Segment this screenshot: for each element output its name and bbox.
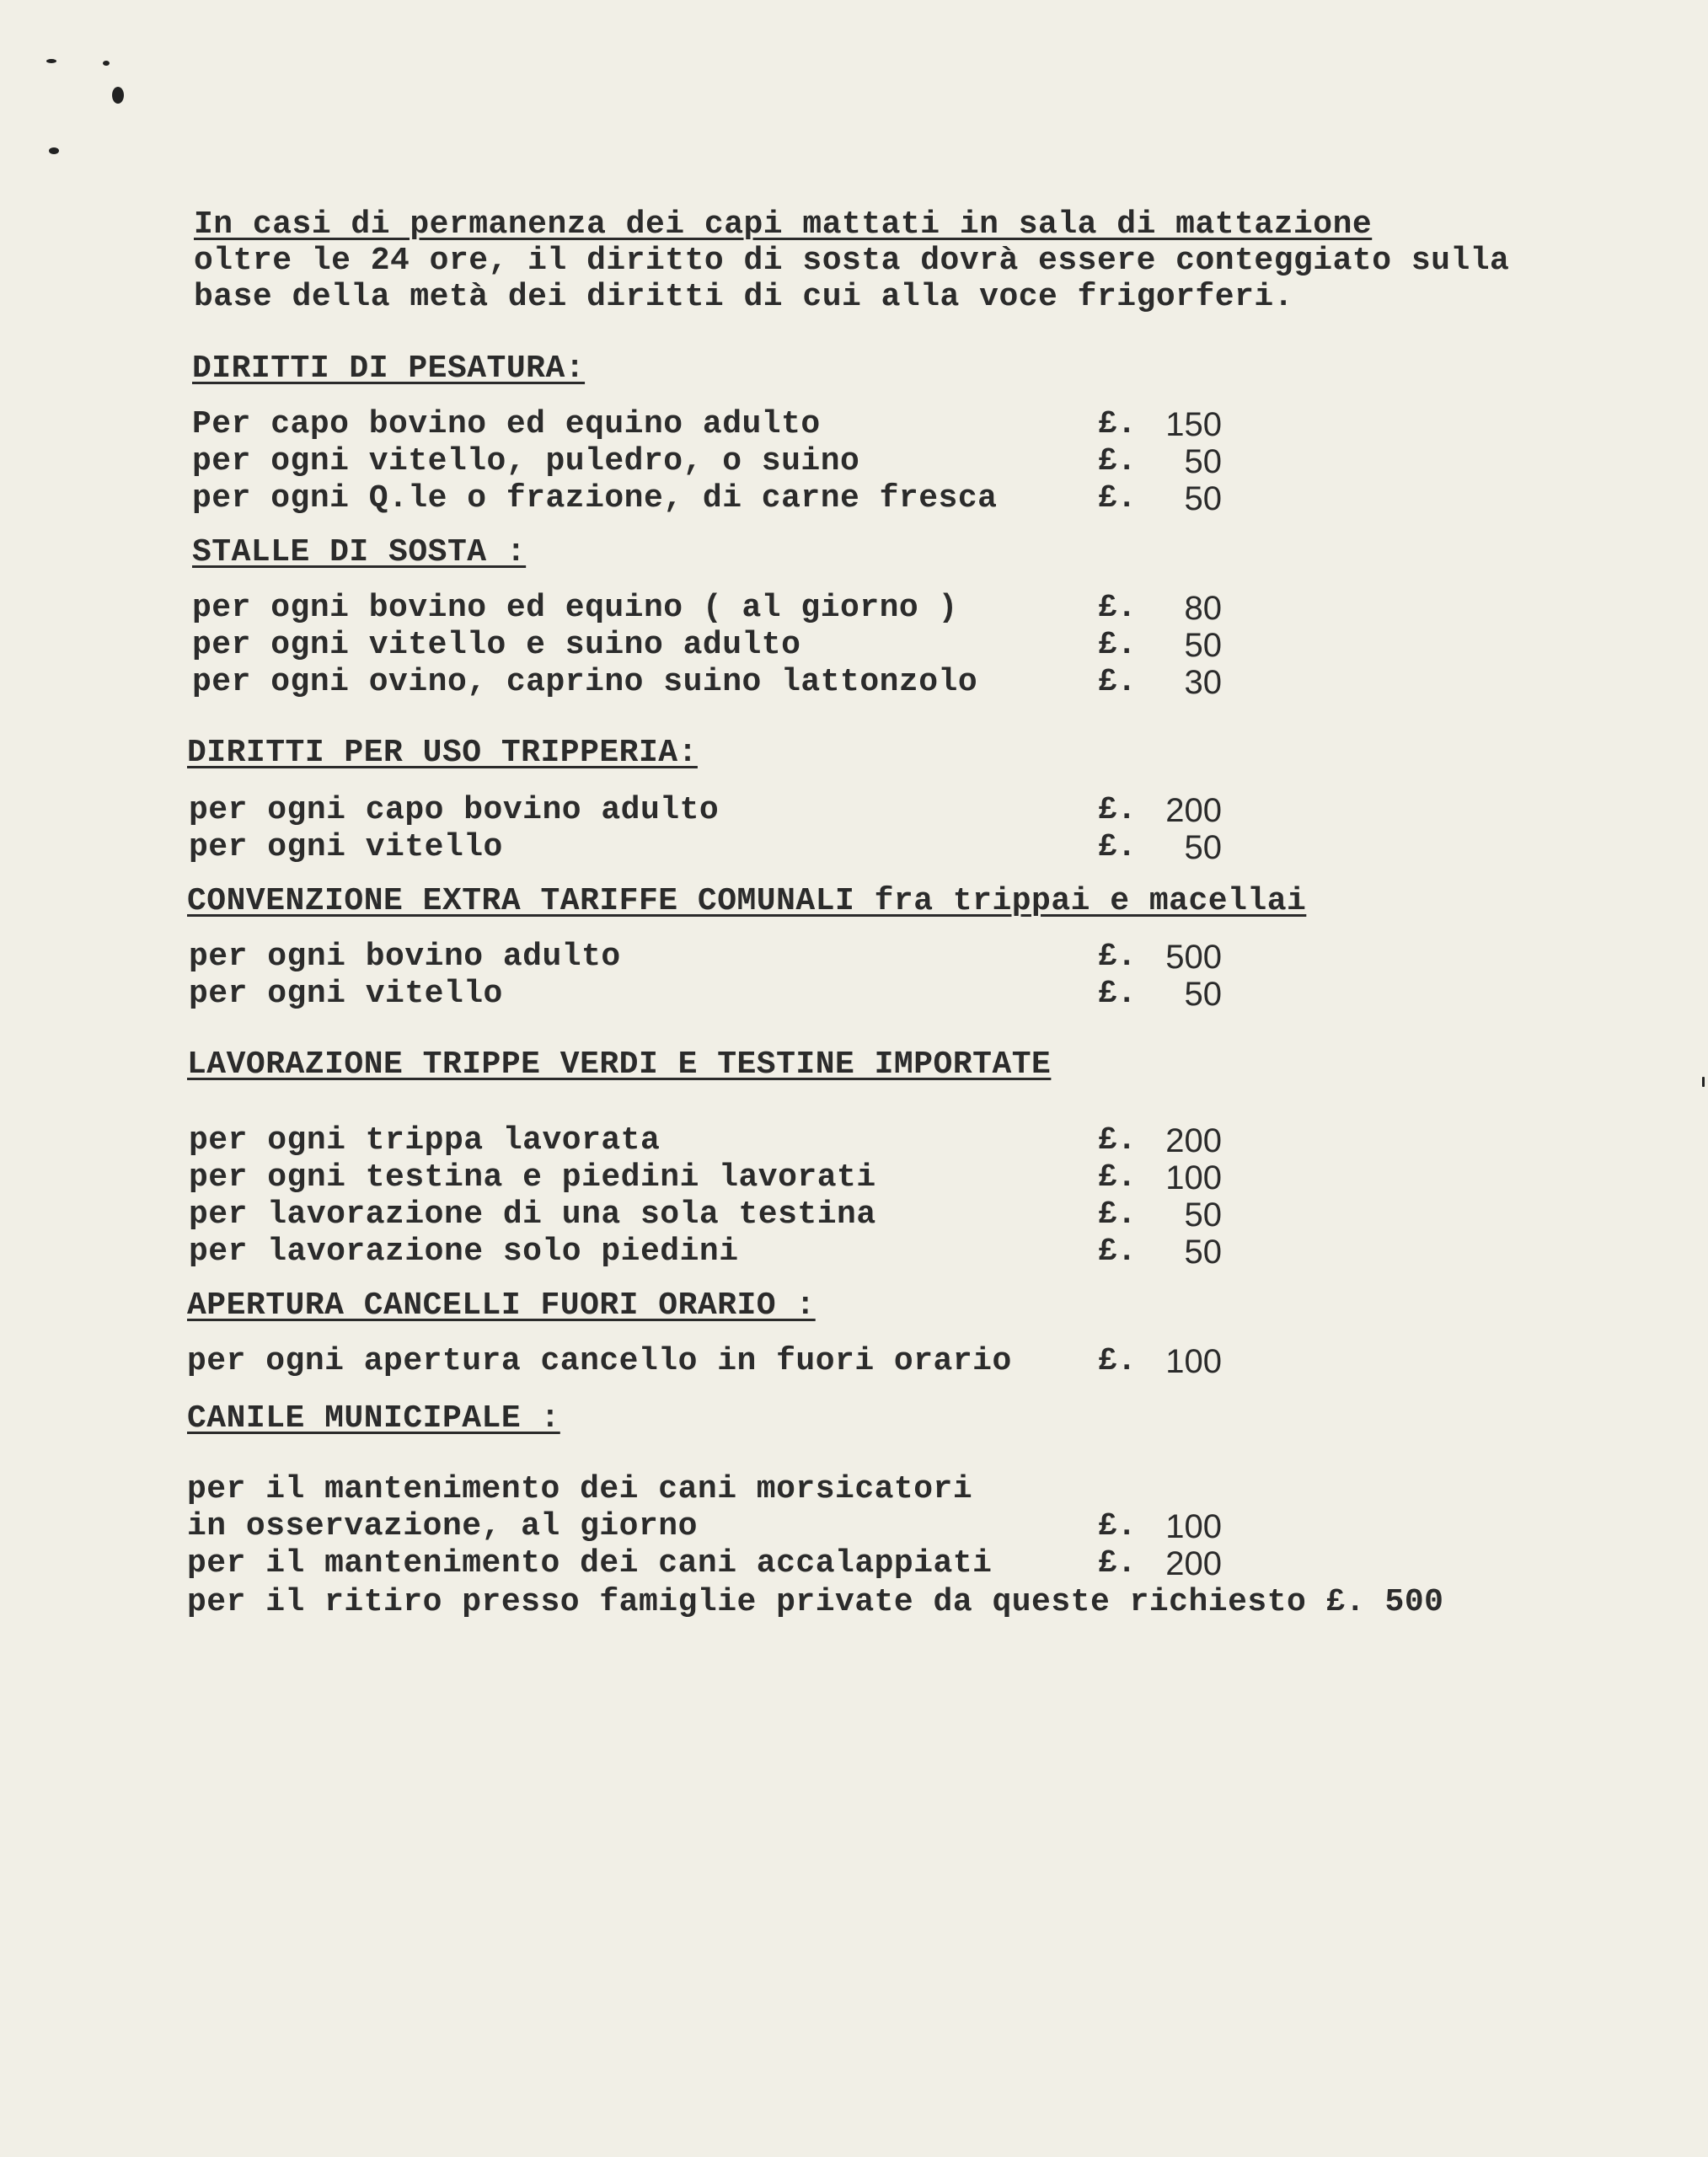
row-label: per il mantenimento dei cani accalappiati [187,1545,993,1582]
ink-speck [1702,1077,1705,1087]
section-title-canile: CANILE MUNICIPALE : [187,1400,560,1437]
ink-speck [46,59,56,63]
row-currency: £. [1098,1196,1137,1233]
row-currency: £. [1098,664,1137,700]
row-amount: 80 [1184,590,1222,627]
row-label: Per capo bovino ed equino adulto [192,406,821,442]
intro-line-3: base della metà dei diritti di cui alla voce frigorferi. [194,279,1294,315]
row-amount: 50 [1184,480,1222,517]
row-currency: £. [1098,829,1137,865]
row-label: per ogni Q.le o frazione, di carne fresca [192,480,998,517]
row-currency: £. [1098,1159,1137,1196]
intro-line-1: In casi di permanenza dei capi mattati in sala di mattazione [194,206,1373,243]
row-label: per ogni vitello [189,976,503,1012]
row-amount: 30 [1184,664,1222,701]
row-label: in osservazione, al giorno [187,1508,698,1544]
ink-speck [103,61,110,66]
row-label: per ogni bovino ed equino ( al giorno ) [192,590,958,626]
row-amount: 100 [1165,1343,1222,1380]
row-amount: 50 [1184,443,1222,480]
row-currency: £. [1098,792,1137,828]
section-title-stalle: STALLE DI SOSTA : [192,534,527,570]
row-label: per ogni vitello [189,829,503,865]
row-amount: 50 [1184,829,1222,866]
row-amount: 200 [1165,1545,1222,1582]
row-label: per ogni vitello e suino adulto [192,627,801,663]
row-label: per ogni ovino, caprino suino lattonzolo [192,664,978,700]
row-currency: £. [1098,1234,1137,1270]
row-amount: 50 [1184,1196,1222,1234]
row-currency: £. [1098,406,1137,442]
section-title-lavorazione: LAVORAZIONE TRIPPE VERDI E TESTINE IMPORTATE [187,1046,1052,1083]
section-title-tripperia: DIRITTI PER USO TRIPPERIA: [187,735,698,771]
row-amount: 50 [1184,976,1222,1013]
row-currency: £. [1098,1508,1137,1544]
intro-line-2: oltre le 24 ore, il diritto di sosta dovrà essere conteggiato sulla [194,243,1510,279]
row-label: per ogni testina e piedini lavorati [189,1159,876,1196]
row-currency: £. [1098,627,1137,663]
ink-speck [49,147,59,154]
row-amount: 50 [1184,1234,1222,1271]
row-label: per ogni trippa lavorata [189,1122,661,1159]
row-currency: £. [1098,1545,1137,1582]
final-line: per il ritiro presso famiglie private da queste richiesto £. 500 [187,1584,1444,1620]
row-currency: £. [1098,480,1137,517]
row-label: per ogni vitello, puledro, o suino [192,443,860,479]
row-amount: 500 [1165,939,1222,976]
row-currency: £. [1098,443,1137,479]
row-currency: £. [1098,1122,1137,1159]
section-title-apertura: APERTURA CANCELLI FUORI ORARIO : [187,1287,816,1324]
row-label: per ogni apertura cancello in fuori orario [187,1343,1012,1379]
row-currency: £. [1098,1343,1137,1379]
row-currency: £. [1098,939,1137,975]
row-amount: 50 [1184,627,1222,664]
row-currency: £. [1098,590,1137,626]
row-amount: 200 [1165,792,1222,829]
row-currency: £. [1098,976,1137,1012]
row-label: per lavorazione solo piedini [189,1234,739,1270]
row-label: per il mantenimento dei cani morsicatori [187,1471,973,1507]
row-amount: 100 [1165,1159,1222,1196]
ink-speck [112,87,124,104]
row-label: per ogni bovino adulto [189,939,621,975]
row-amount: 150 [1165,406,1222,443]
row-label: per ogni capo bovino adulto [189,792,720,828]
row-label: per lavorazione di una sola testina [189,1196,876,1233]
row-amount: 200 [1165,1122,1222,1159]
section-title-pesatura: DIRITTI DI PESATURA: [192,351,586,387]
row-amount: 100 [1165,1508,1222,1545]
section-title-convenzione: CONVENZIONE EXTRA TARIFFE COMUNALI fra trippai e macellai [187,883,1307,919]
